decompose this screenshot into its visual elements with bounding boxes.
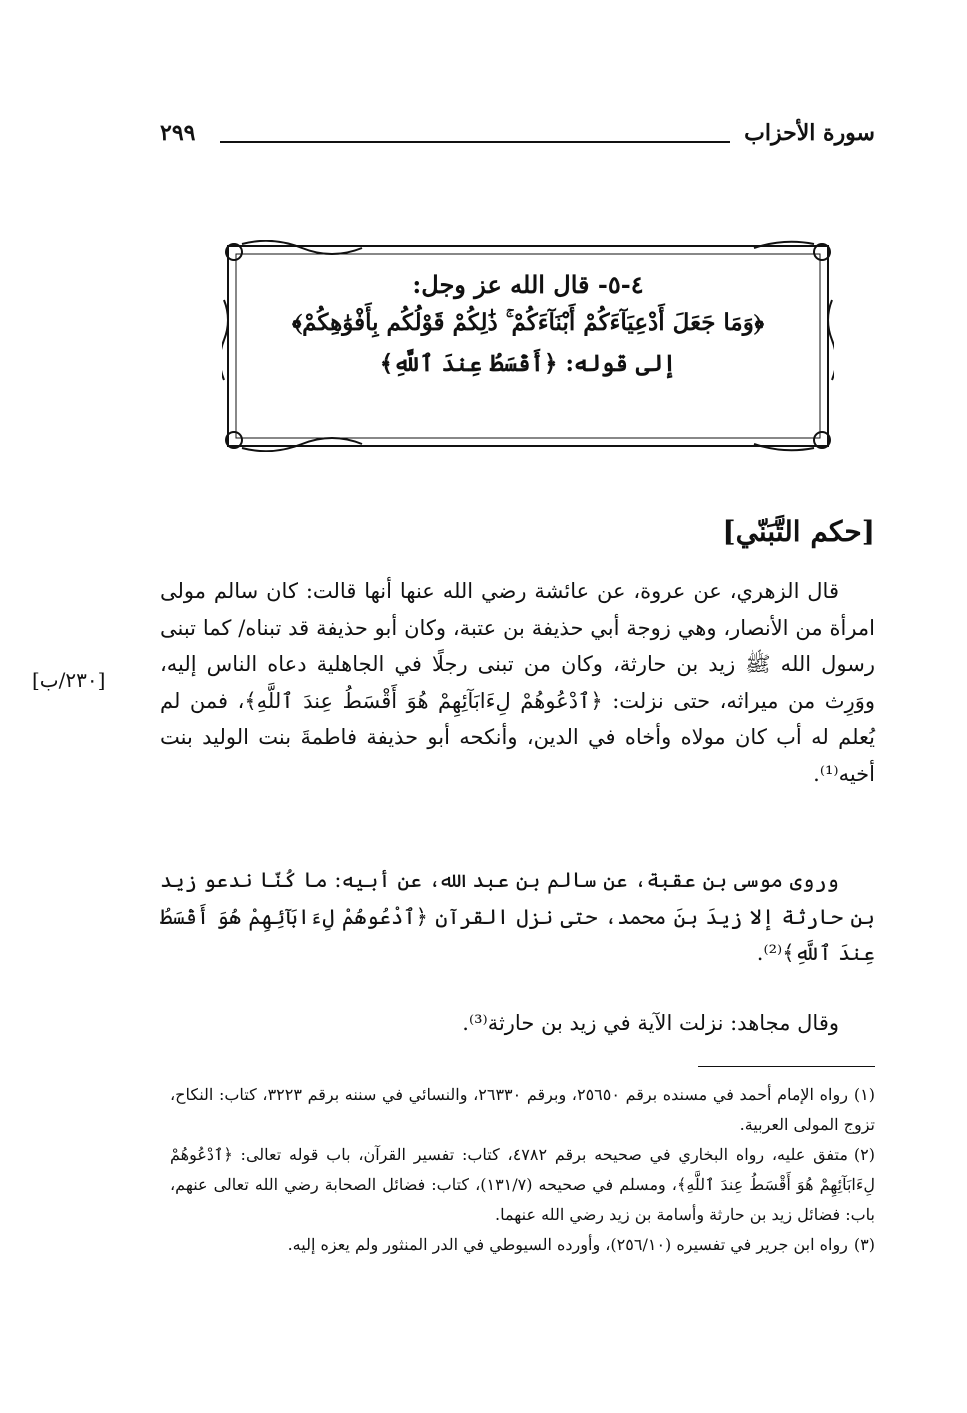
footnote-number: (٣) (853, 1235, 875, 1254)
quran-verse: ﴿وَمَا جَعَلَ أَدْعِيَآءَكُمْ أَبْنَآءَكُمْ ۚ ذَٰلِكُمْ قَوْلُكُم بِأَفْوَٰهِكُمْ﴾ (291, 309, 765, 336)
verse-frame (222, 240, 834, 452)
footnote-number: (٢) (853, 1145, 876, 1164)
paragraph-1: قال الزهري، عن عروة، عن عائشة رضي الله عنها أنها قالت: كان سالم مولى امرأة من الأنصار، وهي زوجة أبي حذيفة بن عتبة، وكان أبو حذيفة قد تبناه/ كما تبنى رسول الله ﷺ زيد بن حارثة، وكان من تبنى رجلًا في الجاهلية دعاه الناس إليه، ووَرِث من ميراثه، حتى نزلت: ﴿ٱدْعُوهُمْ لِءَابَآئِهِمْ هُوَ أَقْسَطُ عِندَ ٱللَّهِ﴾، فمن لم يُعلم له أب كان مولاه وأخاه في الدين، وأنكحه أبو حذيفة فاطمةَ بنت الوليد بنت أخيه⁽¹⁾. (160, 579, 875, 786)
footnote-text: متفق عليه، رواه البخاري في صحيحه برقم ٤٧٨٢، كتاب: تفسير القرآن، باب قوله تعالى: ﴿ٱدْعُوهُمْ لِءَابَآئِهِمْ هُوَ أَقْسَطُ عِندَ ٱللَّهِ﴾، ومسلم في صحيحه (١٣١/٧)، كتاب: فضائل الصحابة رضي الله تعالى عنهم، باب: فضائل زيد بن حارثة وأسامة بن زيد رضي الله عنهما. (170, 1145, 876, 1224)
footnote-text: رواه الإمام أحمد في مسنده برقم ٢٥٦٥٠، وبرقم ٢٦٣٣٠، والنسائي في سننه برقم ٣٢٢٣، كتاب: النكاح، تزوج المولى العربية. (170, 1085, 875, 1134)
verse-until: إلى قوله: ﴿أَقْسَطُ عِندَ ٱللَّهِ﴾ (379, 350, 677, 377)
header-rule (220, 141, 730, 143)
footnote-3 (170, 1230, 875, 1260)
paragraph-2: وروى موسى بن عقبة، عن سالم بن عبد الله، عن أبيه: ما كُنّا ندعو زيد بن حارثة إلا زيدَ بنَ محمد، حتى نزل القرآن ﴿ٱدْعُوهُمْ لِءَابَآئِهِمْ هُوَ أَقْسَطُ عِندَ ٱللَّهِ﴾⁽²⁾. (160, 868, 875, 965)
footnote-number: (١) (853, 1085, 876, 1104)
footnote-text: رواه ابن جرير في تفسيره (٢٥٦/١٠)، وأورده السيوطي في الدر المنثور ولم يعزه إليه. (287, 1235, 848, 1254)
footnote-1 (170, 1080, 875, 1140)
footnote-separator (698, 1066, 875, 1067)
footnotes (170, 1080, 875, 1260)
manuscript-folio-ref: [٢٣٠/ب] (32, 668, 106, 692)
frame-content (252, 270, 804, 377)
page-header (160, 118, 875, 158)
surah-name: سورة الأحزاب (744, 120, 875, 146)
footnote-2 (170, 1140, 875, 1230)
paragraph-3: وقال مجاهد: نزلت الآية في زيد بن حارثة⁽³⁾. (462, 1011, 839, 1035)
page-number: ٢٩٩ (160, 120, 196, 146)
frame-title: ٤-٥- قال الله عز وجل: (412, 270, 644, 299)
section-heading: [حكم التَّبَنّي] (722, 515, 875, 548)
